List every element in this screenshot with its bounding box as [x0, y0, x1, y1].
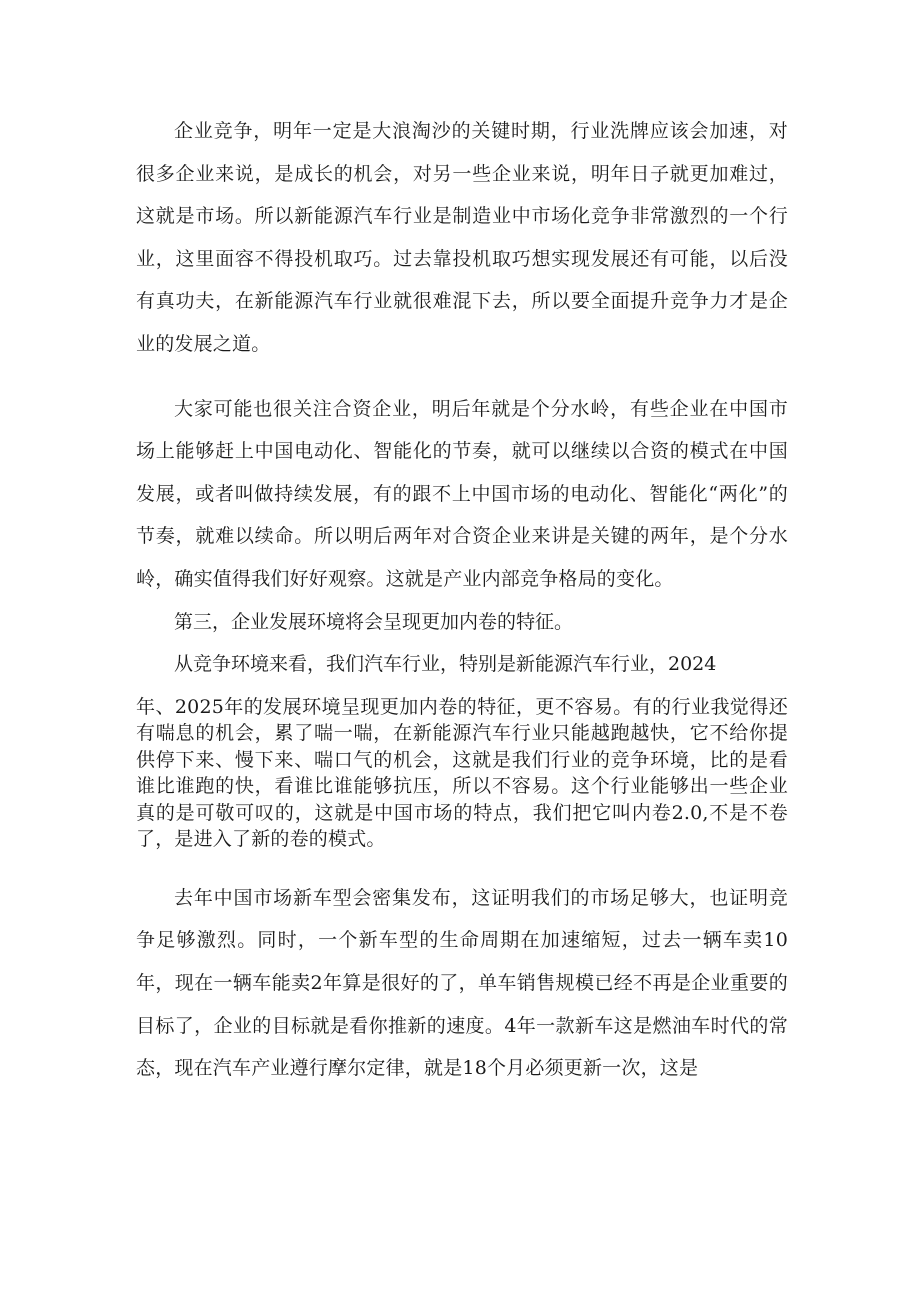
- paragraph-joint-ventures: 大家可能也很关注合资企业，明后年就是个分水岭，有些企业在中国市场上能够赶上中国电动化、智能化的节奏，就可以继续以合资的模式在中国发展，或者叫做持续发展，有的跟不上中国市场的电动化、智能化“两化”的节奏，就难以续命。所以明后两年对合资企业来讲是关键的两年，是个分水岭，确实值得我们好好观察。这就是产业内部竞争格局的变化。: [136, 397, 788, 590]
- paragraph-competition-env-intro: 从竞争环境来看，我们汽车行业，特别是新能源汽车行业，2024: [174, 653, 717, 676]
- paragraph-industry-reshuffle: 企业竞争，明年一定是大浪淘沙的关键时期，行业洗牌应该会加速，对很多企业来说，是成长的机会，对另一些企业来说，明年日子就更加难过，这就是市场。所以新能源汽车行业是制造业中市场化竞争非常激烈的一个行业，这里面容不得投机取巧。过去靠投机取巧想实现发展还有可能，以后没有真功夫，在新能源汽车行业就很难混下去，所以要全面提升竞争力才是企业的发展之道。: [136, 120, 788, 355]
- paragraph-new-models: 去年中国市场新车型会密集发布，这证明我们的市场足够大，也证明竞争足够激烈。同时，一个新车型的生命周期在加速缩短，过去一辆车卖10年，现在一辆车能卖2年算是很好的了，单车销售规模已经不再是企业重要的目标了，企业的目标就是看你推新的速度。4年一款新车这是燃油车时代的常态，现在汽车产业遵行摩尔定律，就是18个月必须更新一次，这是: [136, 886, 788, 1080]
- paragraph-third-point: 第三，企业发展环境将会呈现更加内卷的特征。: [174, 610, 574, 633]
- document-body: [136, 110, 788, 1090]
- paragraph-competition-env-body: 年、2025年的发展环境呈现更加内卷的特征，更不容易。有的行业我觉得还有喘息的机会，累了喘一喘，在新能源汽车行业只能越跑越快，它不给你提供停下来、慢下来、喘口气的机会，这就是我们行业的竞争环境，比的是看谁比谁跑的快，看谁比谁能够抗压，所以不容易。这个行业能够出一些企业真的是可敬可叹的，这就是中国市场的特点，我们把它叫内卷2.0,不是不卷了，是进入了新的卷的模式。: [136, 695, 788, 851]
